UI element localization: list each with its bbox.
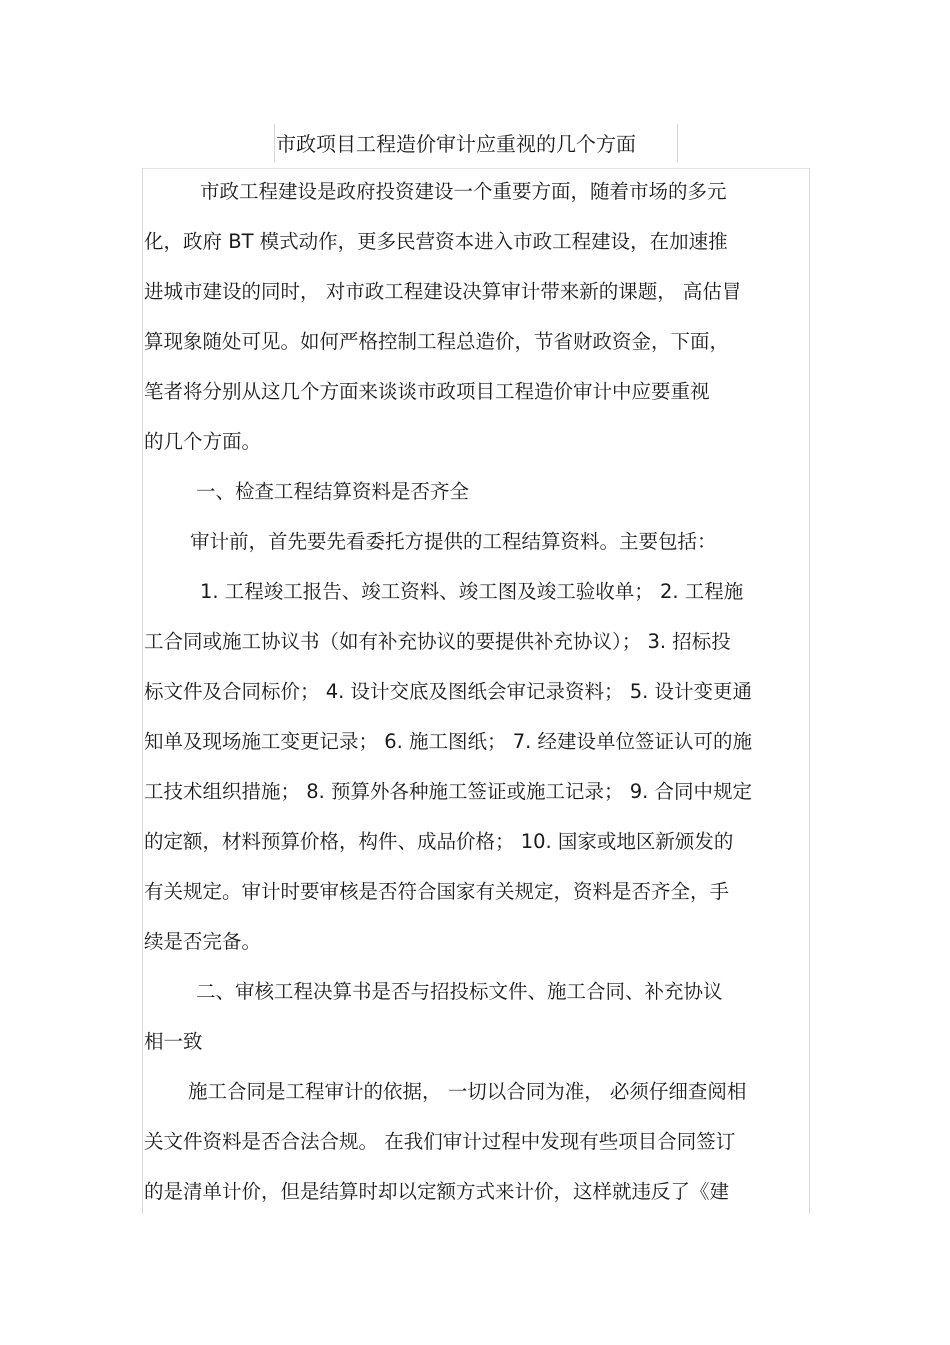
paragraph-line: 笔者将分别从这几个方面来谈谈市政项目工程造价审计中应要重视: [144, 380, 710, 403]
paragraph-line: 进城市建设的同时， 对市政工程建设决算审计带来新的课题， 高估冒: [144, 280, 742, 303]
section-heading: 二、审核工程决算书是否与招投标文件、施工合同、补充协议: [196, 980, 723, 1003]
paragraph-line: 算现象随处可见。如何严格控制工程总造价，节省财政资金，下面，: [144, 330, 730, 353]
list-line: 的定额，材料预算价格，构件、成品价格； 10. 国家或地区新颁发的: [144, 830, 734, 853]
paragraph-line: 的几个方面。: [144, 430, 262, 453]
list-line: 有关规定。审计时要审核是否符合国家有关规定，资料是否齐全，手: [144, 880, 730, 903]
paragraph-line: 施工合同是工程审计的依据， 一切以合同为准， 必须仔细查阅相: [188, 1080, 747, 1103]
list-line: 知单及现场施工变更记录； 6. 施工图纸； 7. 经建设单位签证认可的施: [144, 730, 753, 753]
paragraph-line: 审计前，首先要先看委托方提供的工程结算资料。主要包括：: [190, 530, 717, 553]
section-heading-cont: 相一致: [144, 1030, 203, 1053]
paragraph-line: 关文件资料是否合法合规。 在我们审计过程中发现有些项目合同签订: [144, 1130, 736, 1153]
list-line: 工技术组织措施； 8. 预算外各种施工签证或施工记录； 9. 合同中规定: [144, 780, 753, 803]
document-title: 市政项目工程造价审计应重视的几个方面: [276, 132, 636, 156]
paragraph-line: 的是清单计价，但是结算时却以定额方式来计价，这样就违反了《建: [144, 1180, 730, 1203]
section-heading: 一、检查工程结算资料是否齐全: [196, 480, 470, 503]
paragraph-line: 化，政府 BT 模式动作，更多民营资本进入市政工程建设，在加速推: [144, 230, 728, 253]
list-line: 标文件及合同标价； 4. 设计交底及图纸会审记录资料； 5. 设计变更通: [144, 680, 753, 703]
list-line: 1. 工程竣工报告、竣工资料、竣工图及竣工验收单； 2. 工程施: [200, 580, 744, 603]
list-line: 工合同或施工协议书（如有补充协议的要提供补充协议）； 3. 招标投: [144, 630, 731, 653]
paragraph-line: 市政工程建设是政府投资建设一个重要方面，随着市场的多元: [200, 180, 727, 203]
list-line: 续是否完备。: [144, 930, 262, 953]
